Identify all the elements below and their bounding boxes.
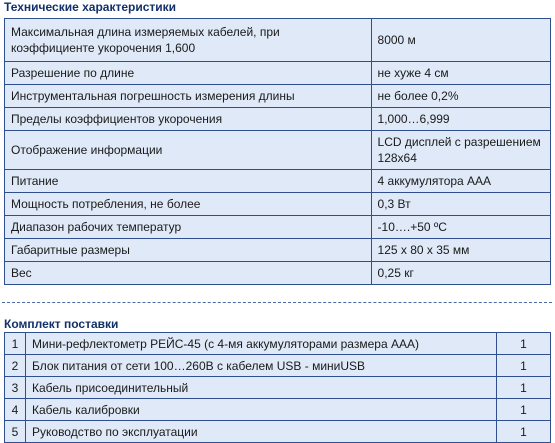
- kit-row: [5, 421, 551, 443]
- kit-row-number: 4: [5, 399, 26, 421]
- spec-row: [5, 193, 551, 216]
- spec-row: [5, 62, 551, 85]
- kit-title: Комплект поставки: [4, 317, 119, 331]
- kit-row: [5, 333, 551, 355]
- spec-name: Вес: [5, 262, 372, 285]
- spec-name: Отображение информации: [5, 131, 372, 170]
- kit-quantity: 1: [497, 333, 551, 355]
- kit-quantity: 1: [497, 377, 551, 399]
- spec-value: 0,3 Вт: [371, 193, 550, 216]
- spec-row: [5, 85, 551, 108]
- kit-row-number: 3: [5, 377, 26, 399]
- spec-row: [5, 170, 551, 193]
- spec-row: [5, 108, 551, 131]
- spec-name: Инструментальная погрешность измерения длины: [5, 85, 372, 108]
- kit-quantity: 1: [497, 355, 551, 377]
- kit-row-number: 5: [5, 421, 26, 443]
- kit-item: Руководство по эксплуатации: [26, 421, 497, 443]
- kit-item: Кабель калибровки: [26, 399, 497, 421]
- spec-value: 8000 м: [371, 19, 550, 62]
- spec-name: Габаритные размеры: [5, 239, 372, 262]
- spec-value: -10….+50 ºС: [371, 216, 550, 239]
- spec-row: [5, 19, 551, 62]
- spec-value: LCD дисплей с разрешением 128x64: [371, 131, 550, 170]
- spec-name: Максимальная длина измеряемых кабелей, при коэффициенте укорочения 1,600: [5, 19, 372, 62]
- spec-row: [5, 262, 551, 285]
- spec-name: Разрешение по длине: [5, 62, 372, 85]
- spec-row: [5, 216, 551, 239]
- kit-item: Кабель присоединительный: [26, 377, 497, 399]
- specs-title: Технические характеристики: [4, 0, 177, 14]
- kit-row-number: 1: [5, 333, 26, 355]
- kit-quantity: 1: [497, 421, 551, 443]
- section-divider: [2, 302, 552, 303]
- spec-name: Пределы коэффициентов укорочения: [5, 108, 372, 131]
- specs-table: [4, 18, 551, 285]
- spec-value: 125 х 80 х 35 мм: [371, 239, 550, 262]
- spec-name: Питание: [5, 170, 372, 193]
- kit-row-number: 2: [5, 355, 26, 377]
- spec-row: [5, 239, 551, 262]
- kit-table: [4, 332, 551, 443]
- spec-value: 0,25 кг: [371, 262, 550, 285]
- spec-value: не хуже 4 см: [371, 62, 550, 85]
- spec-value: 1,000…6,999: [371, 108, 550, 131]
- kit-row: [5, 399, 551, 421]
- kit-row: [5, 377, 551, 399]
- spec-value: 4 аккумулятора ААА: [371, 170, 550, 193]
- kit-quantity: 1: [497, 399, 551, 421]
- spec-row: [5, 131, 551, 170]
- spec-name: Мощность потребления, не более: [5, 193, 372, 216]
- kit-row: [5, 355, 551, 377]
- spec-name: Диапазон рабочих температур: [5, 216, 372, 239]
- kit-item: Мини-рефлектометр РЕЙС-45 (с 4-мя аккумуляторами размера ААА): [26, 333, 497, 355]
- spec-value: не более 0,2%: [371, 85, 550, 108]
- kit-item: Блок питания от сети 100…260В с кабелем USB - миниUSB: [26, 355, 497, 377]
